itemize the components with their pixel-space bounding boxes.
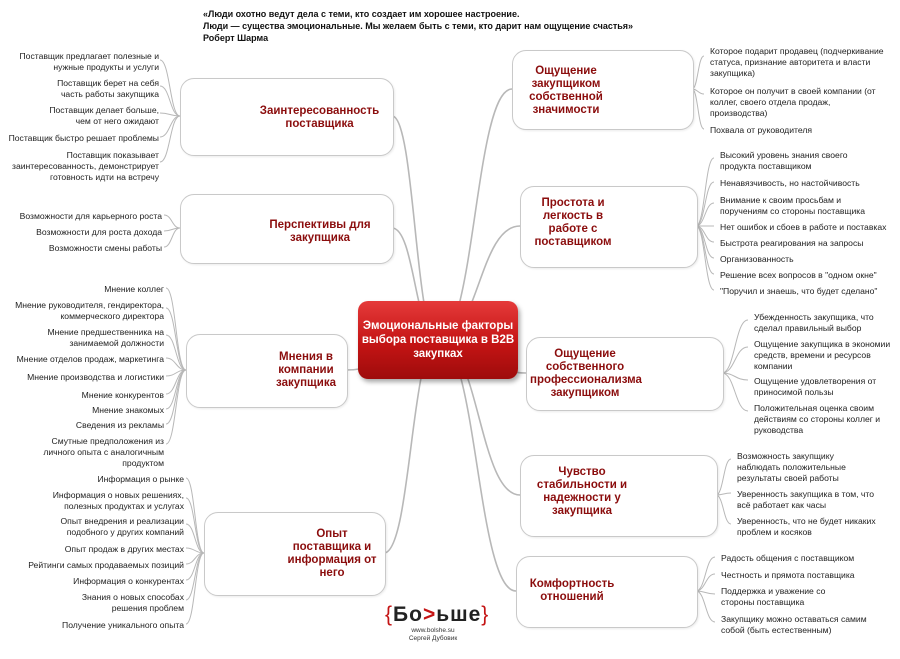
logo-word-end: ьше — [436, 603, 482, 626]
brand-logo: {Бо>ьше} www.bolshe.su Сергей Дубовик — [385, 603, 490, 642]
leaf-text: Ненавязчивость, но настойчивость — [720, 178, 860, 188]
leaf-text: Внимание к своим просьбам и поручениям со стороны поставщика — [720, 195, 866, 216]
leaf-text: Нет ошибок и сбоев в работе и поставках — [720, 222, 887, 232]
leaf-text: Радость общения с поставщиком — [721, 553, 855, 563]
leaf-text: Возможности для карьерного роста — [19, 211, 162, 221]
leaf-text: Убежденность закупщика, что сделал правильный выбор — [754, 312, 874, 333]
leaf-connector — [722, 347, 748, 373]
leaf-connector — [722, 320, 748, 373]
leaf-text: Возможности для роста дохода — [36, 227, 162, 237]
leaf-text: Похвала от руководителя — [710, 125, 812, 135]
branch-title-professionalism: Ощущение собственного профессионализма закупщиком — [530, 348, 642, 399]
branch-title-supplier-experience: Опыт поставщика и информация от него — [287, 528, 377, 579]
leaf-connector — [160, 60, 180, 116]
leaf-text: Смутные предположения из личного опыта с аналогичным продуктом — [43, 436, 164, 468]
leaf-text: Честность и прямота поставщика — [721, 570, 855, 580]
leaf-text: Мнение конкурентов — [81, 390, 164, 400]
epigraph-quote — [203, 8, 673, 44]
leaf-connector — [186, 553, 204, 600]
logo-arrow-icon: > — [422, 603, 437, 626]
central-topic[interactable] — [358, 301, 518, 379]
leaf-text: Ощущение закупщика в экономии средств, времени и ресурсов компании — [754, 339, 891, 371]
leaf-text: Информация о рынке — [97, 474, 184, 484]
leaf-text: Информация о новых решениях, полезных продуктах и услугах — [52, 490, 184, 511]
leaf-text: Опыт продаж в других местах — [64, 544, 184, 554]
leaf-text: Поставщик делает больше, чем от него ожидают — [49, 105, 159, 126]
branch-title-significance: Ощущение закупщиком собственной значимости — [529, 65, 603, 116]
leaf-text: Которое подарит продавец (подчеркивание статуса, признание авторитета и власти закупщика) — [710, 46, 884, 78]
leaf-text: Поставщик берет на себя часть работы закупщика — [57, 78, 159, 99]
leaf-text: Информация о конкурентах — [73, 576, 184, 586]
leaf-connector — [696, 226, 714, 258]
leaf-text: Поставщик предлагает полезные и нужные продукты и услуги — [19, 51, 159, 72]
leaf-text: Организованность — [720, 254, 794, 264]
leaf-text: Получение уникального опыта — [62, 620, 184, 630]
leaf-connector — [160, 116, 180, 137]
leaf-connector — [716, 495, 731, 524]
branch-title-prospects: Перспективы для закупщика — [269, 219, 371, 244]
quote-line-2: Люди — существа эмоциональные. Мы желаем быть с теми, кто дарит нам ощущение счастья» — [203, 21, 634, 31]
branch-title-company-opinions: Мнения в компании закупщика — [276, 351, 336, 389]
leaf-text: Поддержка и уважение со стороны поставщика — [721, 586, 826, 607]
leaf-connector — [696, 574, 715, 591]
leaf-connector — [166, 288, 186, 370]
leaf-text: Мнение коллег — [104, 284, 164, 294]
leaf-text: Мнение знакомых — [92, 405, 164, 415]
branch-title-supplier-interest: Заинтересованность поставщика — [259, 105, 380, 130]
leaf-text: Опыт внедрения и реализации подобного у других компаний — [60, 516, 184, 537]
leaf-text: Сведения из рекламы — [75, 420, 164, 430]
leaf-connector — [696, 591, 715, 622]
leaf-text: Которое он получит в своей компании (от коллег, своего отдела продаж, производства) — [710, 86, 876, 118]
logo-word-start: Бо — [393, 603, 423, 626]
leaf-text: Высокий уровень знания своего продукта поставщиком — [720, 150, 848, 171]
leaf-connector — [166, 370, 186, 424]
leaf-connector — [696, 557, 715, 591]
quote-line-1: «Люди охотно ведут дела с теми, кто создает им хорошее настроение. — [203, 9, 520, 19]
leaf-text: Уверенность закупщика в том, что всё работает как часы — [737, 489, 875, 510]
leaf-connector — [716, 459, 731, 495]
leaf-text: Знания о новых способах решения проблем — [81, 592, 184, 613]
leaf-connector — [160, 116, 180, 162]
leaf-text: Быстрота реагирования на запросы — [720, 238, 864, 248]
leaf-connector — [722, 373, 748, 411]
leaf-text: Положительная оценка своим действиям со стороны коллег и руководства — [754, 403, 881, 435]
leaf-text: Решение всех вопросов в "одном окне" — [720, 270, 877, 280]
leaf-text: Мнение производства и логистики — [27, 372, 164, 382]
leaf-text: Ощущение удовлетворения от приносимой пользы — [754, 376, 877, 397]
quote-author: Роберт Шарма — [203, 33, 269, 43]
leaf-text: Мнение предшественника на занимаемой должности — [47, 327, 164, 348]
branch-title-simplicity: Простота и легкость в работе с поставщиком — [534, 197, 612, 248]
leaf-text: Поставщик показывает заинтересованность, демонстрирует готовность идти на встречу — [12, 150, 159, 182]
branch-title-stability: Чувство стабильности и надежности у закупщика — [536, 466, 628, 517]
leaf-text: Закупщику можно оставаться самим собой (быть естественным) — [721, 614, 867, 635]
leaf-text: Возможности смены работы — [48, 243, 162, 253]
leaf-text: Поставщик быстро решает проблемы — [8, 133, 159, 143]
leaf-text: "Поручил и знаешь, что будет сделано" — [720, 286, 878, 296]
leaf-connector — [164, 215, 180, 228]
leaf-connector — [166, 308, 186, 370]
leaf-connector — [696, 226, 714, 290]
leaf-text: Рейтинги самых продаваемых позиций — [28, 560, 184, 570]
leaf-text: Возможность закупщику наблюдать положительные результаты своей работы — [737, 451, 846, 483]
logo-author: Сергей Дубовик — [408, 635, 458, 642]
leaf-text: Мнение руководителя, гендиректора, коммерческого директора — [15, 300, 164, 321]
logo-site: www.bolshe.su — [411, 627, 455, 634]
central-topic-label: Эмоциональные факторы выбора поставщика в B2B закупках — [361, 320, 515, 360]
branch-title-comfort: Комфортность отношений — [529, 578, 615, 603]
leaf-text: Уверенность, что не будет никаких проблем и косяков — [737, 516, 876, 537]
leaf-text: Мнение отделов продаж, маркетинга — [16, 354, 164, 364]
leaf-connector — [186, 478, 204, 553]
